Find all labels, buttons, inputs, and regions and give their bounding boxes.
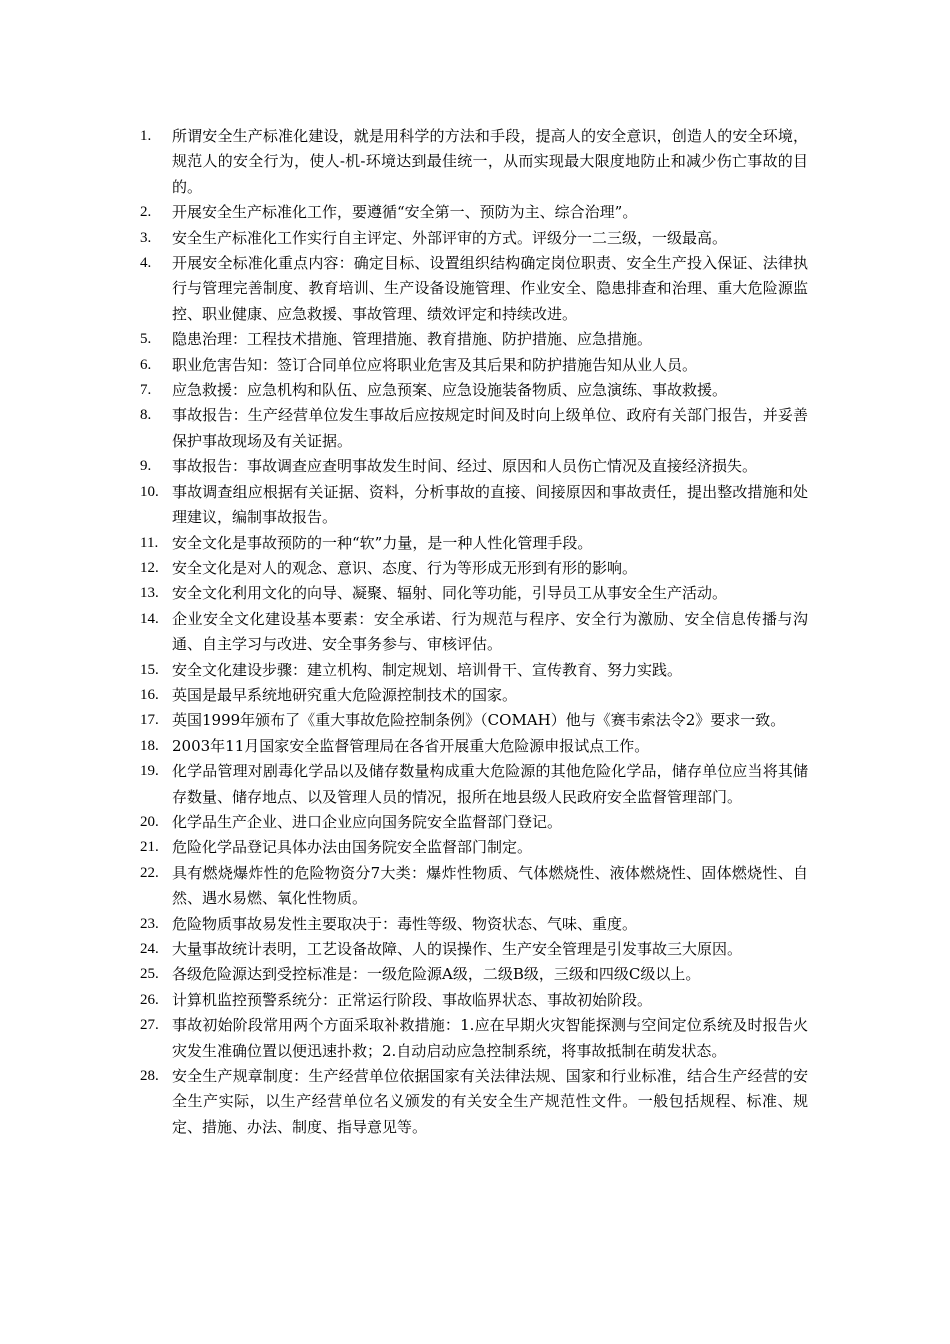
item-text: 安全文化利用文化的向导、凝聚、辐射、同化等功能，引导员工从事安全生产活动。 xyxy=(172,584,728,603)
item-text: 应急救援：应急机构和队伍、应急预案、应急设施装备物质、应急演练、事故救援。 xyxy=(172,381,728,400)
item-text: 开展安全生产标准化工作，要遵循“安全第一、预防为主、综合治理”。 xyxy=(172,203,638,222)
item-number: 22. xyxy=(140,864,159,881)
item-text: 英国1999年颁布了《重大事故危险控制条例》（COMAH）他与《赛韦索法令2》要求一致。 xyxy=(172,711,786,730)
list-item xyxy=(140,124,808,200)
list-item xyxy=(140,937,808,962)
item-number: 28. xyxy=(140,1068,159,1085)
list-item xyxy=(140,403,808,454)
list-item xyxy=(140,581,808,606)
list-item xyxy=(140,835,808,860)
item-text: 所谓安全生产标准化建设，就是用科学的方法和手段，提高人的安全意识，创造人的安全环境，规范人的安全行为，使人-机-环境达到最佳统一，从而实现最大限度地防止和减少伤亡事故的目的。 xyxy=(172,127,808,196)
item-text: 开展安全标准化重点内容：确定目标、设置组织结构确定岗位职责、安全生产投入保证、法律执行与管理完善制度、教育培训、生产设备设施管理、作业安全、隐患排查和治理、重大危险源监控、职业健康、应急救援、事故管理、绩效评定和持续改进。 xyxy=(172,254,808,323)
list-item xyxy=(140,353,808,378)
list-item xyxy=(140,861,808,912)
list-item xyxy=(140,200,808,225)
item-number: 16. xyxy=(140,686,159,703)
item-text: 各级危险源达到受控标准是：一级危险源A级，二级B级，三级和四级C级以上。 xyxy=(172,965,701,984)
list-item xyxy=(140,607,808,658)
list-item xyxy=(140,988,808,1013)
item-number: 10. xyxy=(140,483,159,500)
item-number: 23. xyxy=(140,915,159,932)
list-item xyxy=(140,251,808,327)
item-number: 15. xyxy=(140,661,159,678)
item-text: 计算机监控预警系统分：正常运行阶段、事故临界状态、事故初始阶段。 xyxy=(172,990,653,1009)
list-item xyxy=(140,556,808,581)
list-item xyxy=(140,912,808,937)
item-number: 8. xyxy=(140,407,152,424)
numbered-list xyxy=(140,124,808,1140)
list-item xyxy=(140,759,808,810)
item-number: 7. xyxy=(140,382,152,399)
item-number: 9. xyxy=(140,458,152,475)
item-text: 危险化学品登记具体办法由国务院安全监督部门制定。 xyxy=(172,838,533,857)
item-text: 事故报告：生产经营单位发生事故后应按规定时间及时向上级单位、政府有关部门报告，并妥善保护事故现场及有关证据。 xyxy=(172,406,808,450)
list-item xyxy=(140,480,808,531)
list-item xyxy=(140,962,808,987)
list-item xyxy=(140,454,808,479)
item-number: 21. xyxy=(140,839,159,856)
item-text: 事故调查组应根据有关证据、资料，分析事故的直接、间接原因和事故责任，提出整改措施和处理建议，编制事故报告。 xyxy=(172,482,808,527)
item-text: 安全文化建设步骤：建立机构、制定规划、培训骨干、宣传教育、努力实践。 xyxy=(172,660,683,679)
item-number: 4. xyxy=(140,255,152,272)
list-item xyxy=(140,810,808,835)
item-number: 26. xyxy=(140,991,159,1008)
item-number: 24. xyxy=(140,941,159,957)
item-text: 企业安全文化建设基本要素：安全承诺、行为规范与程序、安全行为激励、安全信息传播与沟通、自主学习与改进、安全事务参与、审核评估。 xyxy=(172,609,808,654)
item-text: 大量事故统计表明，工艺设备故障、人的误操作、生产安全管理是引发事故三大原因。 xyxy=(172,940,743,958)
item-text: 安全生产规章制度：生产经营单位依据国家有关法律法规、国家和行业标准，结合生产经营的安全生产实际，以生产经营单位名义颁发的有关安全生产规范性文件。一般包括规程、标准、规定、措施、办法、制度、指导意见等。 xyxy=(172,1067,808,1136)
item-number: 14. xyxy=(140,610,159,627)
item-text: 事故初始阶段常用两个方面采取补救措施：1.应在早期火灾智能探测与空间定位系统及时报告火灾发生准确位置以便迅速扑救；2.自动启动应急控制系统，将事故抵制在萌发状态。 xyxy=(172,1016,808,1060)
list-item xyxy=(140,1064,808,1140)
list-item xyxy=(140,1013,808,1064)
list-item xyxy=(140,531,808,556)
item-number: 20. xyxy=(140,813,159,830)
item-text: 英国是最早系统地研究重大危险源控制技术的国家。 xyxy=(172,685,518,704)
list-item xyxy=(140,378,808,403)
item-text: 隐患治理：工程技术措施、管理措施、教育措施、防护措施、应急措施。 xyxy=(172,330,653,349)
item-number: 11. xyxy=(140,534,159,551)
item-text: 职业危害告知：签订合同单位应将职业危害及其后果和防护措施告知从业人员。 xyxy=(172,355,698,374)
item-number: 19. xyxy=(140,763,159,780)
item-text: 安全文化是事故预防的一种“软”力量，是一种人性化管理手段。 xyxy=(172,533,593,552)
list-item xyxy=(140,327,808,352)
item-number: 17. xyxy=(140,712,159,729)
list-item xyxy=(140,226,808,251)
list-item xyxy=(140,658,808,683)
item-number: 18. xyxy=(140,737,159,754)
item-number: 5. xyxy=(140,331,152,348)
item-number: 13. xyxy=(140,585,159,602)
item-text: 2003年11月国家安全监督管理局在各省开展重大危险源申报试点工作。 xyxy=(172,736,650,755)
item-text: 危险物质事故易发性主要取决于：毒性等级、物资状态、气味、重度。 xyxy=(172,914,638,933)
item-number: 6. xyxy=(140,356,152,373)
item-number: 27. xyxy=(140,1017,159,1034)
item-number: 1. xyxy=(140,128,152,144)
item-number: 3. xyxy=(140,229,152,246)
item-text: 安全文化是对人的观念、意识、态度、行为等形成无形到有形的影响。 xyxy=(172,558,638,577)
list-item xyxy=(140,734,808,759)
list-item xyxy=(140,683,808,708)
item-text: 安全生产标准化工作实行自主评定、外部评审的方式。评级分一二三级，一级最高。 xyxy=(172,228,728,247)
item-text: 事故报告：事故调查应查明事故发生时间、经过、原因和人员伤亡情况及直接经济损失。 xyxy=(172,457,758,476)
item-number: 25. xyxy=(140,966,159,983)
item-number: 2. xyxy=(140,204,152,221)
list-item xyxy=(140,708,808,733)
item-number: 12. xyxy=(140,559,159,576)
item-text: 具有燃烧爆炸性的危险物资分7大类：爆炸性物质、气体燃烧性、液体燃烧性、固体燃烧性、自然、遇水易燃、氧化性物质。 xyxy=(172,863,808,908)
item-text: 化学品管理对剧毒化学品以及储存数量构成重大危险源的其他危险化学品，储存单位应当将其储存数量、储存地点、以及管理人员的情况，报所在地县级人民政府安全监督管理部门。 xyxy=(172,762,808,806)
item-text: 化学品生产企业、进口企业应向国务院安全监督部门登记。 xyxy=(172,812,563,831)
